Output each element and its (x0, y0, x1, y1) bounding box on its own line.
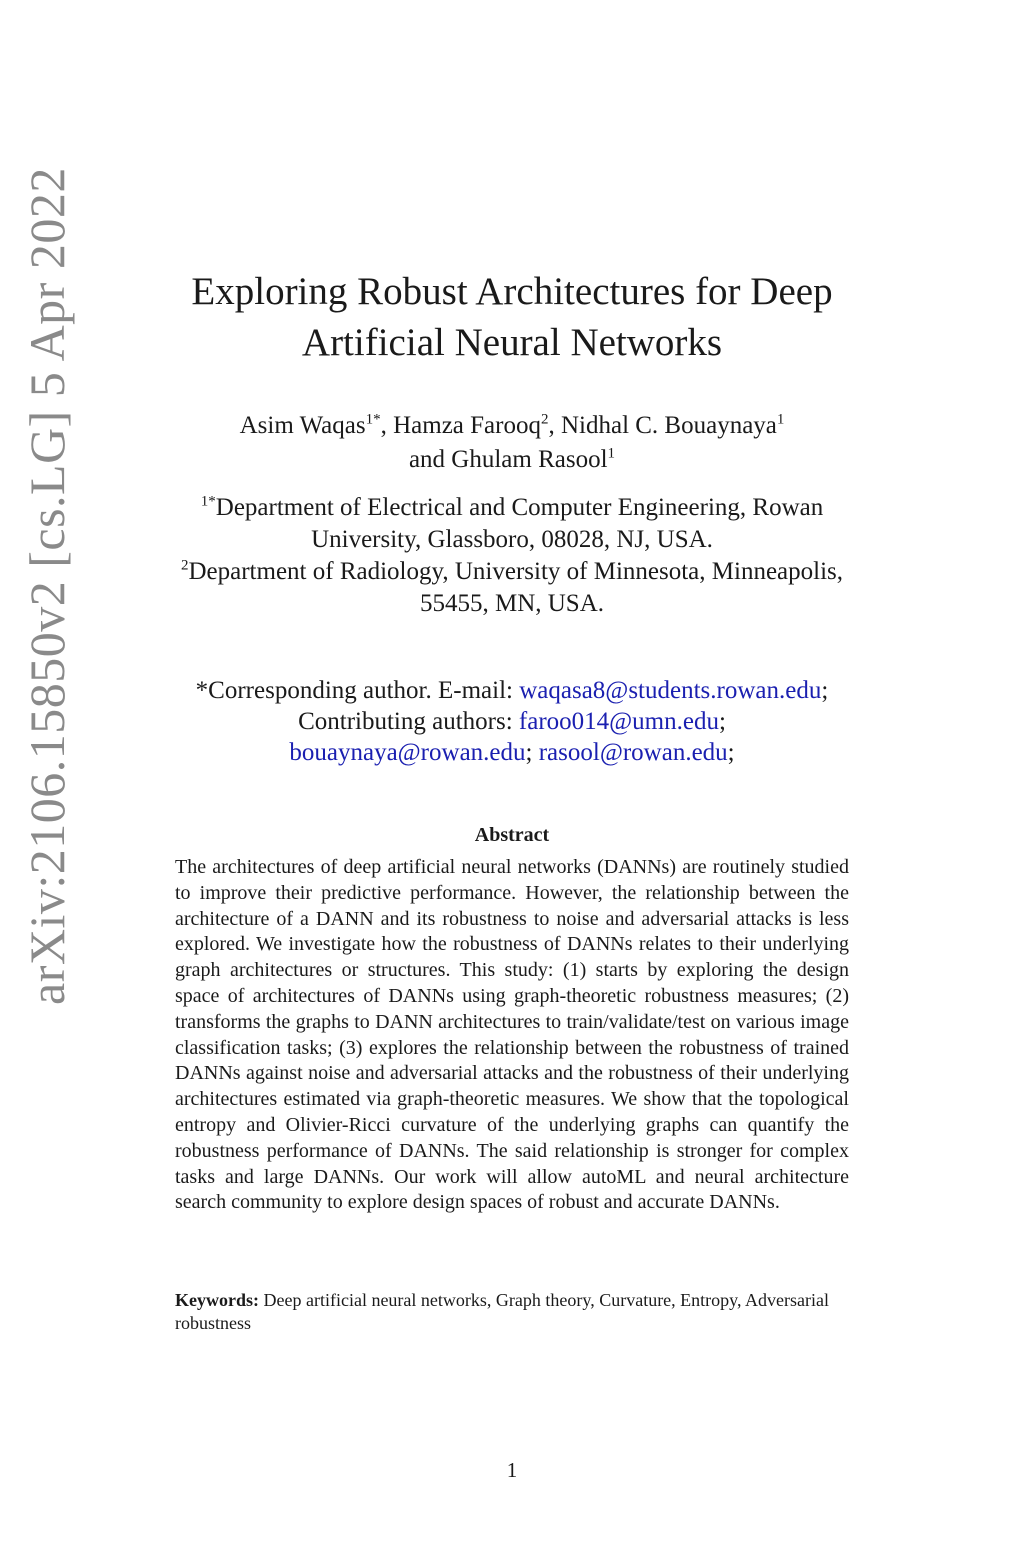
author-affil-mark: 1 (776, 411, 785, 428)
affiliations (150, 492, 874, 620)
contributor-email-link[interactable]: faroo014@umn.edu (518, 708, 719, 735)
keywords-text: Deep artificial neural networks, Graph theory, Curvature, Entropy, Adversarial robustness (175, 1290, 829, 1333)
author-list (150, 409, 874, 477)
affiliation-1: Department of Electrical and Computer Engineering, Rowan (215, 494, 824, 521)
contributor-email-link[interactable]: rasool@rowan.edu (538, 739, 728, 766)
affiliation-1-cont: University, Glassboro, 08028, NJ, USA. (311, 526, 713, 553)
author-affil-mark: 1 (607, 445, 616, 462)
contributing-label: Contributing authors: (298, 708, 519, 735)
corresponding-email-link[interactable]: waqasa8@students.rowan.edu (519, 677, 822, 704)
affiliation-2-cont: 55455, MN, USA. (419, 590, 605, 617)
author-name: and Ghulam Rasool (408, 446, 608, 473)
title-line-2: Artificial Neural Networks (301, 321, 723, 364)
correspondence-block: *Corresponding author. E-mail: waqasa8@students.rowan.edu; Contributing authors: faroo014@umn.edu; bouaynaya@rowan.edu; rasool@rowan.edu; (195, 677, 829, 766)
paper-title (150, 266, 874, 368)
keywords-label: Keywords: (175, 1290, 259, 1310)
author-name: Asim Waqas (239, 412, 366, 439)
author-affil-mark: 2 (540, 411, 549, 428)
page-number: 1 (506, 1458, 518, 1482)
abstract-text: The architectures of deep artificial neural networks (DANNs) are routinely studied to improve their predictive performance. However, the relationship between the architecture of a DANN and its robustness to noise and adversarial attacks is less explored. We investigate how the robustness of DANNs relates to their underlying graph architectures or structures. This study: (1) starts by exploring the design space of architectures of DANNs using graph-theoretic robustness measures; (2) transforms the graphs to DANN architectures to train/validate/test on various image classification tasks; (3) explores the relationship between the robustness of trained DANNs against noise and adversarial attacks and the robustness of their underlying architectures estimated via graph-theoretic measures. We show that the topological entropy and Olivier-Ricci curvature of the underlying graphs can quantify the robustness performance of DANNs. The said relationship is stronger for complex tasks and large DANNs. Our work will allow autoML and neural architecture search community to explore design spaces of robust and accurate DANNs. (175, 856, 849, 1214)
abstract-heading: Abstract (474, 824, 550, 846)
affil-mark: 1* (200, 493, 216, 510)
title-line-1: Exploring Robust Architectures for Deep (191, 270, 833, 313)
keywords (175, 1289, 849, 1335)
corresponding-label: *Corresponding author. E-mail: (195, 677, 520, 704)
affil-mark: 2 (180, 557, 189, 574)
contributor-email-link[interactable]: bouaynaya@rowan.edu (289, 739, 526, 766)
affiliation-2: Department of Radiology, University of Minnesota, Minneapolis, (188, 558, 844, 585)
author-name: , Nidhal C. Bouaynaya (548, 412, 777, 439)
author-affil-mark: 1* (365, 411, 381, 428)
author-name: , Hamza Farooq (380, 412, 541, 439)
arxiv-side-stamp: arXiv:2106.15850v2 [cs.LG] 5 Apr 2022 (19, 167, 75, 1005)
